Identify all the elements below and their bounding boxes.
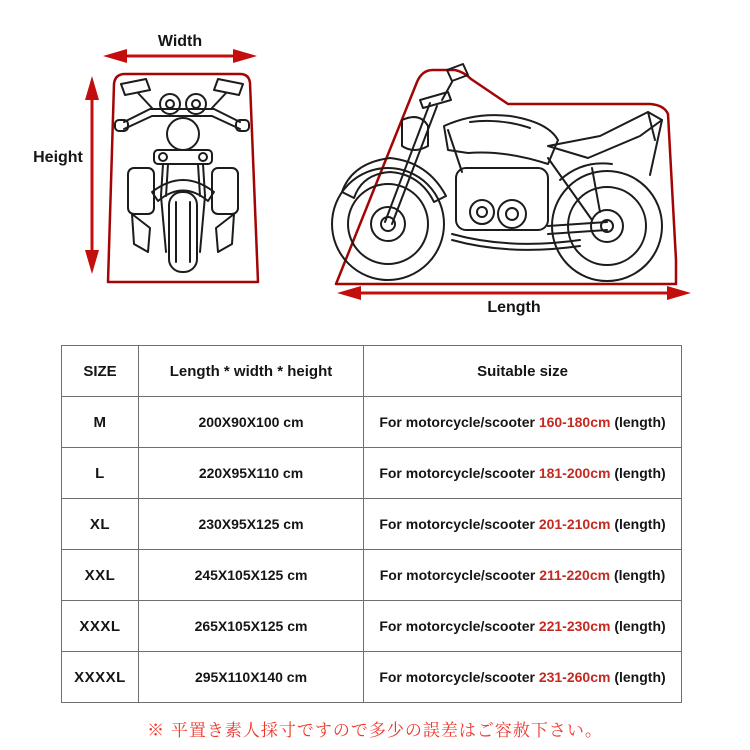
size-cell: XL [62,499,139,550]
header-size: SIZE [62,346,139,397]
dimensions-cell: 200X90X100 cm [139,397,364,448]
size-cell: L [62,448,139,499]
length-label: Length [487,299,541,316]
table-row [62,652,682,703]
table-row [62,448,682,499]
suitable-range: 201-210cm [538,516,611,532]
table-row [62,550,682,601]
front-cover-outline [108,74,258,282]
size-table [61,345,682,703]
dimensions-cell: 265X105X125 cm [139,601,364,652]
header-dimensions: Length * width * height [139,346,364,397]
suitable-suffix: (length) [614,618,666,634]
table-row [62,397,682,448]
suitable-prefix: For motorcycle/scooter [379,567,536,583]
size-cell: XXXXL [62,652,139,703]
measurement-disclaimer-note: ※ 平置き素人採寸ですので多少の誤差はご容赦下さい。 [147,721,603,740]
suitable-cell [364,448,682,499]
table-header-row [62,346,682,397]
suitable-cell [364,397,682,448]
suitable-prefix: For motorcycle/scooter [379,465,535,481]
suitable-range: 221-230cm [538,618,611,634]
motorcycle-front-art [115,79,249,272]
suitable-cell [364,499,682,550]
suitable-suffix: (length) [614,669,666,685]
suitable-prefix: For motorcycle/scooter [379,669,535,685]
dimensions-cell: 220X95X110 cm [139,448,364,499]
front-view-diagram [85,49,258,282]
height-arrow [85,76,99,274]
suitable-suffix: (length) [613,567,666,583]
product-diagram-svg [0,0,750,340]
size-cell: XXL [62,550,139,601]
side-cover-outline [336,70,676,284]
table-row [62,601,682,652]
width-label: Width [157,33,203,50]
dimensions-cell: 245X105X125 cm [139,550,364,601]
suitable-range: 160-180cm [538,414,611,430]
suitable-prefix: For motorcycle/scooter [379,516,535,532]
size-cell: XXXL [62,601,139,652]
suitable-cell [364,550,682,601]
suitable-suffix: (length) [614,414,666,430]
suitable-prefix: For motorcycle/scooter [379,414,535,430]
suitable-range: 211-220cm [539,567,611,583]
height-label: Height [33,149,83,166]
suitable-cell [364,601,682,652]
width-arrow [103,49,257,63]
side-view-diagram [332,64,691,300]
suitable-prefix: For motorcycle/scooter [379,618,535,634]
size-cell: M [62,397,139,448]
dimensions-cell: 295X110X140 cm [139,652,364,703]
dimensions-cell: 230X95X125 cm [139,499,364,550]
suitable-range: 231-260cm [538,669,611,685]
suitable-suffix: (length) [614,465,666,481]
suitable-cell [364,652,682,703]
suitable-suffix: (length) [614,516,666,532]
suitable-range: 181-200cm [538,465,611,481]
table-row [62,499,682,550]
length-arrow [337,286,691,300]
header-suitable: Suitable size [364,346,682,397]
